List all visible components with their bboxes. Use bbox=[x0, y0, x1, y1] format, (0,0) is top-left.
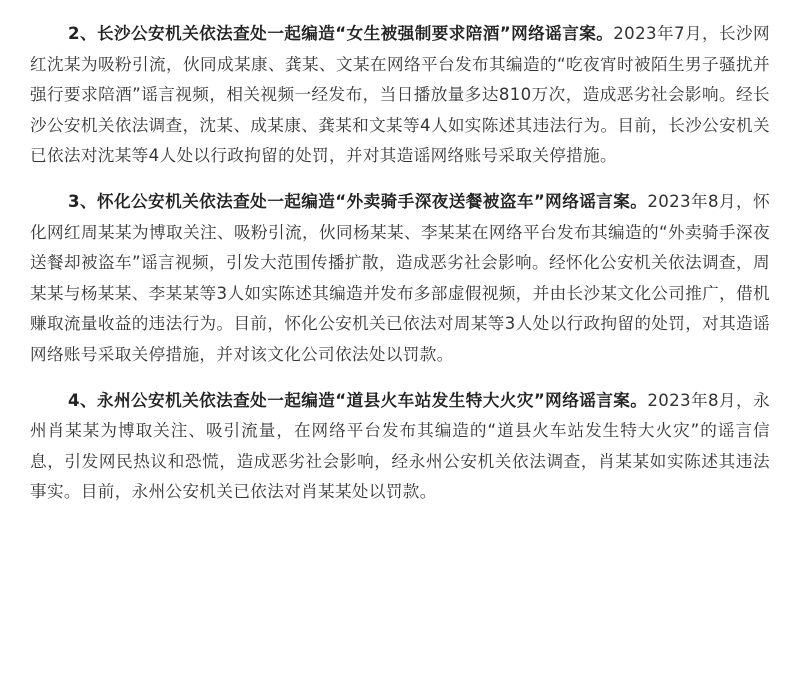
case-heading: 4、永州公安机关依法查处一起编造“道县火车站发生特大火灾”网络谣言案。 bbox=[68, 390, 648, 410]
case-paragraph-changsha bbox=[30, 19, 770, 172]
case-paragraph-yongzhou bbox=[30, 386, 770, 508]
case-heading: 2、长沙公安机关依法查处一起编造“女生被强制要求陪酒”网络谣言案。 bbox=[68, 24, 614, 43]
case-body: 2023年7月，长沙网红沈某为吸粉引流，伙同成某康、龚某、文某在网络平台发布其编造的“吃夜宵时被陌生男子骚扰并强行要求陪酒”谣言视频，相关视频一经发布，当日播放量多达810万次，造成恶劣社会影响。经长沙公安机关依法调查，沈某、成某康、龚某和文某等4人如实陈述其违法行为。目前，长沙公安机关已依法对沈某等4人处以行政拘留的处罚，并对其造谣网络账号采取关停措施。 bbox=[30, 24, 771, 165]
case-body: 2023年8月，永州肖某某为博取关注、吸引流量，在网络平台发布其编造的“道县火车站发生特大火灾”的谣言信息，引发网民热议和恐慌，造成恶劣社会影响，经永州公安机关依法调查，肖某某如实陈述其违法事实。目前，永州公安机关已依法对肖某某处以罚款。 bbox=[30, 390, 771, 501]
case-body: 2023年8月，怀化网红周某某为博取关注、吸粉引流，伙同杨某某、李某某在网络平台发布其编造的“外卖骑手深夜送餐却被盗车”谣言视频，引发大范围传播扩散，造成恶劣社会影响。经怀化公安机关依法调查，周某某与杨某某、李某某等3人如实陈述其编造并发布多部虚假视频，并由长沙某文化公司推广，借机赚取流量收益的违法行为。目前，怀化公安机关已依法对周某等3人处以行政拘留的处罚，对其造谣网络账号采取关停措施，并对该文化公司依法处以罚款。 bbox=[30, 192, 771, 364]
case-paragraph-huaihua bbox=[30, 187, 770, 370]
case-heading: 3、怀化公安机关依法查处一起编造“外卖骑手深夜送餐被盗车”网络谣言案。 bbox=[68, 192, 648, 211]
